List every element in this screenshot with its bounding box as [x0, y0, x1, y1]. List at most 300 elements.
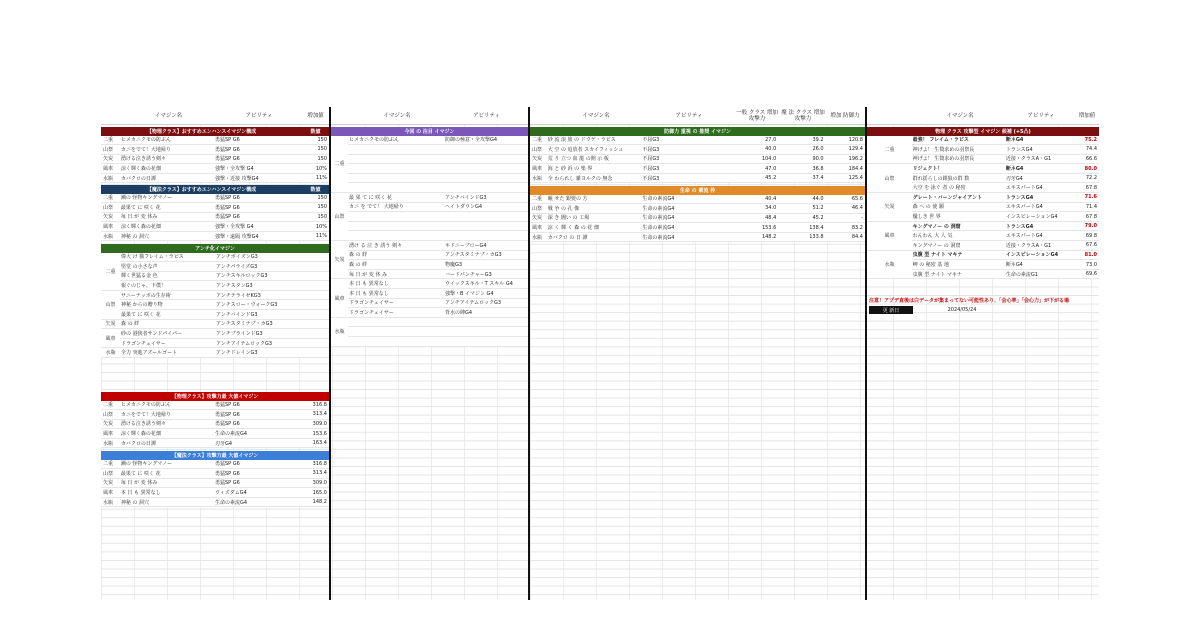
- group-label: 二重: [867, 136, 912, 164]
- table-cell: ドラゴンチェイサー: [121, 340, 166, 347]
- table-row[interactable]: [530, 174, 865, 184]
- table-cell: 湧け る 泣 き 誘う 剣々: [349, 242, 402, 249]
- table-row[interactable]: [101, 174, 329, 184]
- table-cell: 山祭: [532, 146, 543, 153]
- table-row[interactable]: [101, 253, 329, 263]
- table-cell: 不屈G3: [642, 166, 660, 173]
- section-title-band: [101, 392, 329, 401]
- table-cell: 二重: [532, 137, 543, 144]
- table-cell: 森 の 絆: [121, 321, 140, 328]
- table-row[interactable]: [101, 488, 329, 498]
- table-cell: アンチアイテムロックG3: [445, 300, 502, 307]
- table-row[interactable]: [331, 174, 528, 184]
- table-row[interactable]: [331, 231, 528, 241]
- table-row[interactable]: [331, 193, 528, 203]
- table-cell: 二重: [103, 195, 114, 202]
- section-title-band: [101, 127, 329, 136]
- table-cell: 勇猛SP G6: [215, 137, 240, 144]
- table-cell: 69.8: [1085, 232, 1098, 239]
- section-title-band: [101, 185, 329, 194]
- table-cell: 生命の素流G4: [215, 499, 248, 506]
- table-cell: 313.4: [312, 411, 327, 418]
- table-row[interactable]: [331, 155, 528, 165]
- section-title: 【魔法クラス】おすすめエンハンスイマジン構成: [146, 186, 257, 193]
- section-title-band: [530, 186, 865, 195]
- group-label: 矢炭: [867, 193, 912, 221]
- group-label: 水瓶: [867, 251, 912, 279]
- table-cell: ドラゴンチェイサー: [349, 300, 394, 307]
- table-cell: 矢炭: [103, 214, 114, 221]
- table-cell: 勇猛SP G6: [215, 195, 240, 202]
- table-cell: 72.2: [1085, 175, 1098, 182]
- section-title: 今回 の 注目 イマジン: [404, 128, 455, 135]
- table-row[interactable]: [331, 289, 528, 299]
- table-cell: 荒 り 立つ 血 龍 の開 示 板: [547, 156, 609, 163]
- table-cell: 47.0: [765, 165, 777, 172]
- table-cell: 刃牙G4: [215, 440, 233, 447]
- table-cell: 二重: [103, 402, 114, 409]
- table-cell: 133.8: [809, 234, 824, 241]
- table-row[interactable]: [101, 222, 329, 232]
- section-magic-max-attack: [101, 451, 329, 507]
- table-row[interactable]: [101, 429, 329, 439]
- table-cell: 184.4: [848, 165, 863, 172]
- table-cell: ヘイトダウンG4: [445, 204, 483, 211]
- table-cell: 最果て に 咲く 花: [121, 311, 161, 318]
- section-anti-imagine: [101, 244, 329, 358]
- table-row[interactable]: [331, 318, 528, 328]
- table-cell: 150: [317, 213, 327, 220]
- table-row[interactable]: [101, 291, 329, 301]
- table-row[interactable]: [101, 320, 329, 330]
- table-row[interactable]: [101, 339, 329, 349]
- table-cell: 風車: [103, 431, 114, 438]
- table-row[interactable]: [101, 439, 329, 449]
- table-cell: 36.8: [812, 165, 824, 172]
- table-cell: 二重: [103, 461, 114, 468]
- table-cell: 勇猛SP G6: [215, 402, 240, 409]
- table-cell: 75.2: [1084, 136, 1098, 143]
- table-cell: インスピレーションG4: [1005, 252, 1059, 259]
- group-label: 二重: [331, 136, 348, 193]
- group-label: 風車: [331, 279, 348, 316]
- table-cell: 神げよ！ 生贄求めの羽祭長: [912, 156, 975, 163]
- table-cell: 神秘 からの贈り物: [121, 302, 163, 309]
- section-title: 【物理クラス】攻撃力最 大値イマジン: [171, 393, 259, 400]
- group: [101, 348, 329, 358]
- table-cell: 83.2: [851, 224, 863, 231]
- section-title: 生命 の 素流 枠: [679, 187, 716, 194]
- table-cell: ヒメカニクモの防ぶん: [120, 402, 171, 409]
- table-cell: 水瓶: [103, 233, 114, 240]
- group-label: 水瓶: [101, 348, 120, 357]
- table-cell: トランスG4: [1005, 146, 1033, 153]
- table-cell: 瞳 せた 銀髪の 方: [547, 196, 588, 203]
- table-cell: 71.6: [1084, 194, 1098, 201]
- section-title-band: [101, 244, 329, 253]
- table-row[interactable]: [101, 164, 329, 174]
- table-cell: 不屈G3: [642, 137, 660, 144]
- table-cell: 不屈G3: [642, 175, 660, 182]
- table-row[interactable]: [331, 183, 528, 193]
- table-cell: 全 わられし 雑ヨルクの 無念: [547, 175, 613, 182]
- group: [331, 318, 528, 347]
- table-cell: 湧ける泣き誘う剣々: [120, 156, 166, 163]
- table-cell: 岬 の 秘密 基 地: [912, 262, 949, 269]
- group-label: 水瓶: [331, 318, 348, 346]
- spreadsheet[interactable]: [101, 107, 1099, 600]
- table-cell: 海 と 砂 浜 の 楽 界: [547, 166, 593, 173]
- table-cell: 40.0: [765, 146, 777, 153]
- table-row[interactable]: [101, 232, 329, 242]
- table-cell: 45.2: [812, 214, 824, 221]
- table-cell: 山祭: [103, 204, 114, 211]
- table-cell: カバクロの日譚: [120, 440, 156, 447]
- table-row[interactable]: [331, 251, 528, 261]
- table-cell: 39.2: [812, 136, 824, 143]
- group: [867, 251, 1099, 280]
- table-cell: 生命の素流G4: [642, 225, 675, 232]
- table-cell: 120.8: [848, 136, 863, 143]
- table-row[interactable]: [331, 241, 528, 251]
- table-cell: 報ぐのじゃ、下僕！: [121, 283, 167, 290]
- col-ability: アビリティ: [245, 112, 273, 119]
- group: [101, 329, 329, 348]
- table-cell: 涼 く 輝 く 森 の 花 畑: [547, 225, 599, 232]
- table-cell: 森 の 絆: [349, 252, 368, 259]
- group: [331, 193, 528, 241]
- table-row[interactable]: [331, 327, 528, 337]
- table-cell: カバクロの日譚: [120, 175, 156, 182]
- table-cell: 本 日 も 異常なし: [349, 290, 389, 297]
- table-cell: 84.4: [851, 234, 863, 241]
- table-row[interactable]: [331, 212, 528, 222]
- table-cell: 刃牙G4: [1005, 175, 1023, 182]
- table-row[interactable]: [101, 155, 329, 165]
- table-row[interactable]: [530, 164, 865, 174]
- table-cell: 山祭: [103, 470, 114, 477]
- table-cell: 風車: [103, 490, 114, 497]
- table-cell: 近接・クラスA・G1: [1005, 156, 1052, 163]
- table-cell: 二重: [103, 137, 114, 144]
- group: [331, 241, 528, 279]
- table-row[interactable]: [530, 136, 865, 146]
- table-cell: 勇猛SP G6: [215, 204, 240, 211]
- table-cell: 148.2: [312, 499, 327, 506]
- col-imagine-name: イマジン名: [154, 112, 183, 119]
- table-cell: 大空 を 泳ぐ 者 の 秘密: [912, 185, 966, 192]
- table-cell: 近接・クラスA・G1: [1005, 242, 1052, 249]
- table-cell: 生命の素流G4: [642, 234, 675, 241]
- section-title-band: [101, 451, 329, 460]
- table-row[interactable]: [101, 262, 329, 272]
- col-increase: 増加値: [307, 112, 324, 119]
- table-row[interactable]: [530, 155, 865, 165]
- table-cell: 偉大 け 猫フレイム・ラビス: [121, 254, 184, 261]
- p4-header: [867, 107, 1099, 125]
- table-cell: 風車: [103, 224, 114, 231]
- table-row[interactable]: [331, 299, 528, 309]
- table-row[interactable]: [530, 145, 865, 155]
- table-cell: ドラゴンチェイサー: [349, 309, 394, 316]
- table-cell: 強撃・B イマジン G4: [445, 290, 494, 297]
- section-title-band: [331, 127, 528, 136]
- table-cell: 150: [317, 146, 327, 153]
- table-row[interactable]: [331, 145, 528, 155]
- table-cell: 瀬の 怪物キングマノー: [120, 461, 172, 468]
- table-row[interactable]: [331, 164, 528, 174]
- table-cell: カニをでて！大地帰り: [120, 411, 171, 418]
- col-magic-attack: 魔 法 クラス 増加 攻撃力: [781, 109, 825, 122]
- table-row[interactable]: [101, 145, 329, 155]
- table-cell: 勇猛SP G6: [215, 146, 240, 153]
- table-row[interactable]: [331, 308, 528, 318]
- table-cell: 断ネG4: [1005, 166, 1024, 173]
- group-label: 山祭: [101, 291, 120, 319]
- table-row[interactable]: [101, 460, 329, 470]
- table-cell: 森 の 絆: [349, 262, 368, 269]
- table-cell: 矢炭: [103, 480, 114, 487]
- table-row[interactable]: [101, 300, 329, 310]
- section-physical-max-attack: [101, 392, 329, 448]
- table-cell: 水瓶: [532, 175, 543, 182]
- table-cell: 最強！ フレイム・ラビス: [912, 137, 969, 144]
- section-title: アンチ化イマジン: [195, 245, 235, 252]
- table-row[interactable]: [331, 260, 528, 270]
- update-date-label: 更 新日: [869, 306, 913, 314]
- table-cell: 神げよ！ 生贄求めの羽祭長: [912, 146, 975, 153]
- group: [867, 222, 1099, 251]
- table-cell: 150: [317, 204, 327, 211]
- table-cell: 水瓶: [532, 234, 543, 241]
- table-cell: 涼く輝く森の花畑: [120, 224, 161, 231]
- table-cell: カニ を でて！ 大地帰り: [349, 204, 404, 211]
- table-row[interactable]: [530, 233, 865, 243]
- table-cell: 虫腹 型 ナイト マキナ: [912, 252, 963, 259]
- table-row[interactable]: [331, 270, 528, 280]
- table-cell: 最果て に 咲く 花: [120, 204, 161, 211]
- table-row[interactable]: [101, 213, 329, 223]
- table-cell: 涼く輝く森の花畑: [120, 431, 161, 438]
- p3-header: [530, 107, 865, 125]
- table-cell: 45.2: [765, 175, 777, 182]
- section-defense-focus: [530, 127, 865, 183]
- panel-defense-imagine: [530, 107, 865, 600]
- table-cell: 生命の素流G4: [642, 196, 675, 203]
- table-cell: アンチスタンG3: [216, 283, 253, 290]
- table-cell: インスピレーションG4: [1005, 214, 1058, 221]
- table-cell: 毎 日 が 変 休 み: [349, 271, 387, 278]
- table-cell: サニーナッボの生存術: [121, 292, 171, 299]
- table-row[interactable]: [101, 410, 329, 420]
- table-cell: 群れ揺らしの銀狼の群 数: [912, 175, 970, 182]
- table-row[interactable]: [530, 204, 865, 214]
- table-cell: 本 日 も 異常なし: [349, 281, 389, 288]
- table-cell: アンチテライゼKG3: [216, 292, 261, 299]
- table-cell: アンチポイズンG3: [216, 254, 258, 261]
- group: [331, 279, 528, 317]
- table-row[interactable]: [530, 214, 865, 224]
- table-row[interactable]: [101, 420, 329, 430]
- table-cell: 勇猛SP G6: [215, 470, 240, 477]
- table-row[interactable]: [530, 223, 865, 233]
- table-cell: 79.0: [1084, 223, 1098, 230]
- section-title: 【魔法クラス】攻撃力最 大値イマジン: [171, 452, 259, 459]
- table-cell: 矢炭: [103, 156, 114, 163]
- table-cell: 断ネG4: [1005, 262, 1023, 269]
- table-cell: 67.8: [1085, 184, 1098, 191]
- table-cell: 風車: [532, 225, 543, 232]
- table-row[interactable]: [101, 479, 329, 489]
- table-row[interactable]: [331, 203, 528, 213]
- table-cell: 48.4: [765, 214, 777, 221]
- table-cell: 90.0: [812, 155, 824, 162]
- group-label: 矢炭: [331, 241, 348, 278]
- table-cell: グレート・バーンジャイアント: [912, 194, 982, 201]
- table-cell: 51.2: [812, 205, 824, 212]
- table-cell: アンチブラインドG3: [216, 331, 263, 338]
- section-magic-enhance: [101, 185, 329, 241]
- table-cell: 313.4: [312, 470, 327, 477]
- group: [867, 193, 1099, 222]
- table-row[interactable]: [101, 329, 329, 339]
- col-ability: アビリティ: [473, 112, 500, 119]
- panel-attack-candidates: [867, 107, 1099, 600]
- table-cell: 防御の極意・全攻撃G4: [445, 137, 498, 144]
- table-row[interactable]: [101, 194, 329, 204]
- table-cell: 196.2: [848, 155, 863, 162]
- table-row[interactable]: [101, 469, 329, 479]
- table-cell: 砂 流 浪 旅 の ドウゲ・ラビス: [547, 137, 616, 144]
- table-cell: 309.0: [312, 479, 327, 486]
- group: [101, 320, 329, 330]
- table-cell: アンチドレインG3: [216, 350, 258, 357]
- table-cell: 67.6: [1085, 242, 1098, 249]
- section-column-label: 数値: [310, 128, 321, 135]
- table-cell: 瀬の 怪物キングマノー: [120, 195, 172, 202]
- table-cell: ハードパンチャーG3: [445, 271, 492, 278]
- table-cell: 物魔G3: [445, 262, 463, 269]
- table-row[interactable]: [101, 203, 329, 213]
- section-title-band: [867, 127, 1099, 136]
- table-cell: 強撃・遠隔 攻撃G4: [215, 233, 259, 240]
- table-cell: 66.6: [1085, 155, 1098, 162]
- table-cell: 風車: [532, 166, 543, 173]
- table-cell: 104.0: [761, 155, 777, 162]
- table-row[interactable]: [331, 337, 528, 347]
- table-row[interactable]: [101, 281, 329, 291]
- table-cell: 山祭: [532, 205, 543, 212]
- table-cell: 勇猛SP G6: [215, 156, 240, 163]
- table-row[interactable]: [101, 136, 329, 146]
- section-column-label: 数値: [310, 186, 321, 193]
- table-cell: 山祭: [103, 411, 114, 418]
- p1-header: [101, 107, 329, 125]
- table-cell: 73.0: [1085, 261, 1098, 268]
- table-cell: 砂の 港狭者サンドパイパー: [121, 331, 183, 338]
- col-ability: アビリティ: [1027, 112, 1055, 119]
- table-cell: アンチパライズG3: [216, 263, 258, 270]
- table-row[interactable]: [101, 498, 329, 508]
- table-cell: 65.6: [851, 195, 863, 202]
- table-row[interactable]: [101, 348, 329, 358]
- table-cell: 37.4: [812, 175, 824, 182]
- table-cell: 81.0: [1084, 251, 1098, 258]
- group-label: 風車: [101, 329, 120, 347]
- table-cell: エキスパートG4: [1005, 233, 1043, 240]
- table-row[interactable]: [101, 272, 329, 282]
- table-cell: 涼く輝く森の花畑: [120, 166, 161, 173]
- group: [101, 291, 329, 320]
- table-cell: 46.4: [851, 205, 863, 212]
- table-cell: 湧ける泣き誘う剣々: [120, 421, 166, 428]
- table-cell: アンチバインドG3: [216, 311, 258, 318]
- table-cell: カバクロ の 日 譚: [547, 234, 588, 241]
- panel-featured-imagine: [331, 107, 528, 600]
- table-cell: 強撃・全攻撃 G4: [215, 166, 254, 173]
- table-cell: 165.0: [312, 489, 327, 496]
- table-cell: 150: [317, 155, 327, 162]
- table-row[interactable]: [331, 222, 528, 232]
- table-cell: トランスG4: [1005, 194, 1034, 201]
- table-cell: 神秘 の 洞穴: [120, 499, 150, 506]
- table-cell: 67.8: [1085, 213, 1098, 220]
- table-cell: 山祭: [103, 146, 114, 153]
- table-cell: 不屈G3: [642, 156, 660, 163]
- table-cell: 矢炭: [103, 421, 114, 428]
- table-cell: アンチスタミナブ・カG3: [445, 252, 502, 259]
- table-cell: リジェクト！: [912, 166, 943, 173]
- table-cell: 316.8: [312, 460, 327, 467]
- table-cell: 水瓶: [103, 440, 114, 447]
- table-row[interactable]: [101, 310, 329, 320]
- table-cell: 153.6: [761, 224, 777, 231]
- table-cell: 背水の陣G4: [445, 309, 473, 316]
- table-row[interactable]: [331, 136, 528, 146]
- table-cell: 毎 日 が 変 休み: [120, 480, 158, 487]
- table-cell: アンチバインドG3: [445, 194, 487, 201]
- section-attack-candidates: [867, 127, 1099, 279]
- table-cell: 138.4: [809, 224, 824, 231]
- table-cell: 74.4: [1085, 146, 1098, 153]
- section-title: 【物理クラス】おすすめエンハンスイマジン構成: [146, 128, 257, 135]
- table-cell: 150: [317, 194, 327, 201]
- table-row[interactable]: [331, 279, 528, 289]
- table-cell: 316.8: [312, 401, 327, 408]
- table-cell: ウイックスキル・T スキル G4: [445, 281, 513, 288]
- table-cell: 生命の素流G4: [642, 205, 675, 212]
- table-cell: 矢炭: [532, 215, 543, 222]
- table-cell: 11%: [315, 233, 327, 240]
- group-label: 風車: [867, 222, 912, 250]
- table-cell: 69.6: [1085, 271, 1098, 278]
- table-cell: 勇猛SP G6: [215, 411, 240, 418]
- table-cell: 断ネG4: [1005, 137, 1024, 144]
- table-cell: キドニーブローG4: [445, 242, 487, 249]
- table-cell: 二重: [532, 196, 543, 203]
- table-cell: アンチスキルロックG3: [216, 273, 268, 280]
- table-cell: 毎 日 が 変 休み: [120, 214, 158, 221]
- table-row[interactable]: [530, 195, 865, 205]
- group-label: 山祭: [331, 193, 348, 240]
- table-cell: 11%: [315, 175, 327, 182]
- table-row[interactable]: [101, 401, 329, 411]
- table-cell: 本 日 も 異常なし: [120, 490, 161, 497]
- table-cell: -: [861, 214, 863, 221]
- table-cell: ウィズダムG4: [215, 490, 247, 497]
- group: [867, 164, 1099, 193]
- table-cell: 矢炭: [532, 156, 543, 163]
